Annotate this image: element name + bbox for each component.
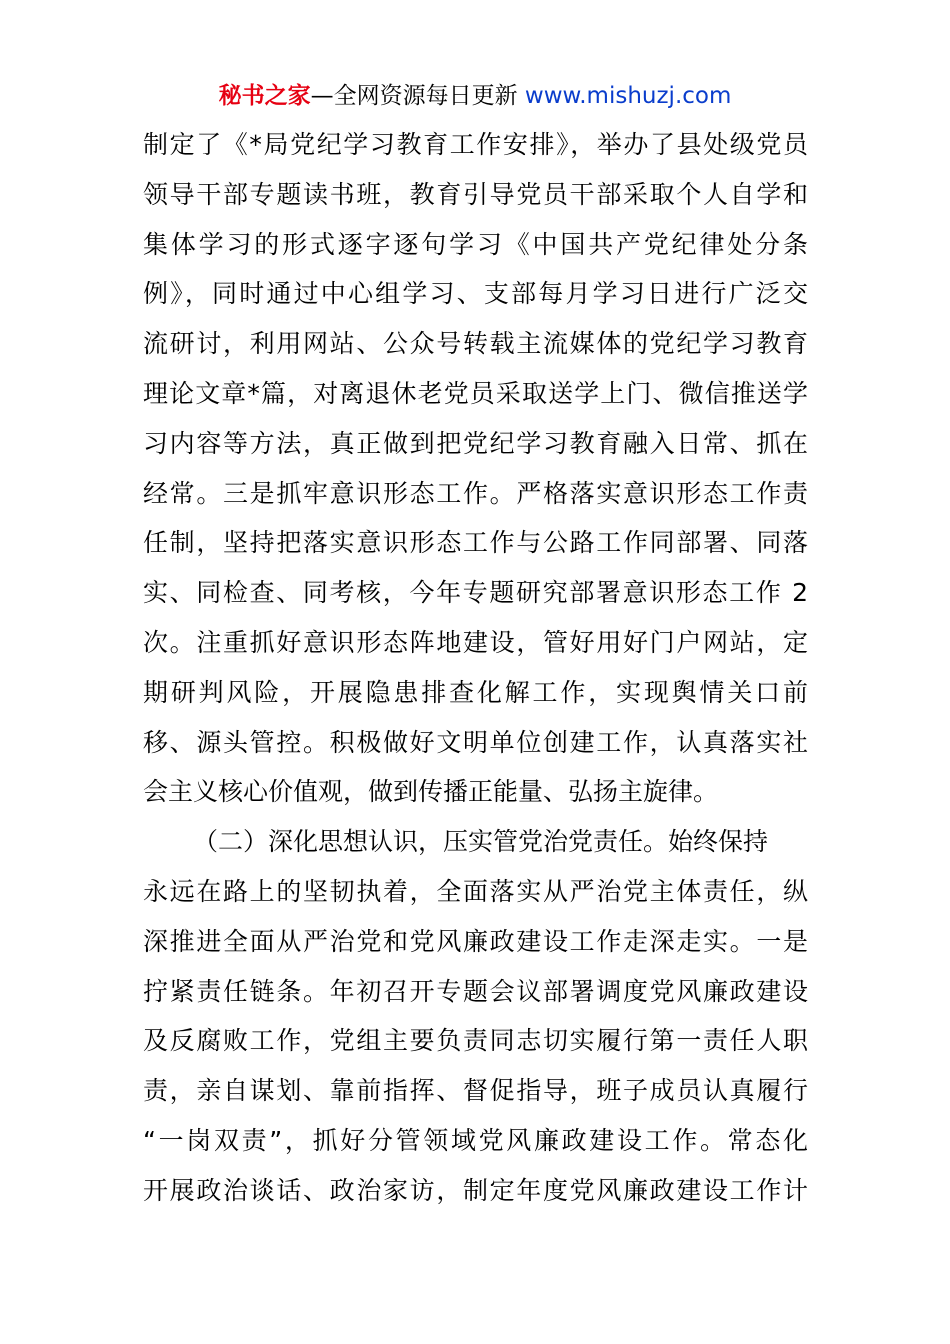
- section-heading-line: （二）深化思想认识，压实管党治党责任。始终保持: [193, 827, 769, 857]
- header-brand: 秘书之家: [218, 83, 311, 109]
- text-line: 流研讨，利用网站、公众号转载主流媒体的党纪学习教育: [143, 329, 808, 359]
- text-line: 经常。三是抓牢意识形态工作。严格落实意识形态工作责: [143, 478, 808, 508]
- header-tagline: —全网资源每日更新: [310, 83, 518, 109]
- page-header: [0, 80, 950, 112]
- text-line: 拧紧责任链条。年初召开专题会议部署调度党风廉政建设: [143, 976, 808, 1006]
- text-line: 集体学习的形式逐字逐句学习《中国共产党纪律处分条: [143, 229, 808, 259]
- text-line: 领导干部专题读书班，教育引导党员干部采取个人自学和: [143, 179, 808, 209]
- text-line: 期研判风险，开展隐患排查化解工作，实现舆情关口前: [143, 677, 808, 707]
- text-line: “一岗双责”，抓好分管领域党风廉政建设工作。常态化: [143, 1125, 808, 1155]
- text-line: 理论文章*篇，对离退休老党员采取送学上门、微信推送学: [143, 378, 808, 408]
- text-line: 会主义核心价值观，做到传播正能量、弘扬主旋律。: [143, 777, 719, 807]
- text-line: 永远在路上的坚韧执着，全面落实从严治党主体责任，纵: [143, 876, 808, 906]
- text-line: 责，亲自谋划、靠前指挥、督促指导，班子成员认真履行: [143, 1076, 808, 1106]
- text-line: 移、源头管控。积极做好文明单位创建工作，认真落实社: [143, 727, 808, 757]
- text-line: 习内容等方法，真正做到把党纪学习教育融入日常、抓在: [143, 428, 808, 458]
- text-line: 实、同检查、同考核，今年专题研究部署意识形态工作 2: [143, 578, 808, 608]
- header-site-url[interactable]: www.mishuzj.com: [524, 83, 732, 109]
- text-line: 例》，同时通过中心组学习、支部每月学习日进行广泛交: [143, 279, 808, 309]
- document-body: [143, 120, 808, 1216]
- text-line: 次。注重抓好意识形态阵地建设，管好用好门户网站，定: [143, 627, 808, 657]
- text-line: 任制，坚持把落实意识形态工作与公路工作同部署、同落: [143, 528, 808, 558]
- text-line: 深推进全面从严治党和党风廉政建设工作走深走实。一是: [143, 926, 808, 956]
- text-line: 及反腐败工作，党组主要负责同志切实履行第一责任人职: [143, 1026, 808, 1056]
- text-line: 制定了《*局党纪学习教育工作安排》，举办了县处级党员: [143, 130, 808, 159]
- text-line: 开展政治谈话、政治家访，制定年度党风廉政建设工作计: [143, 1175, 808, 1205]
